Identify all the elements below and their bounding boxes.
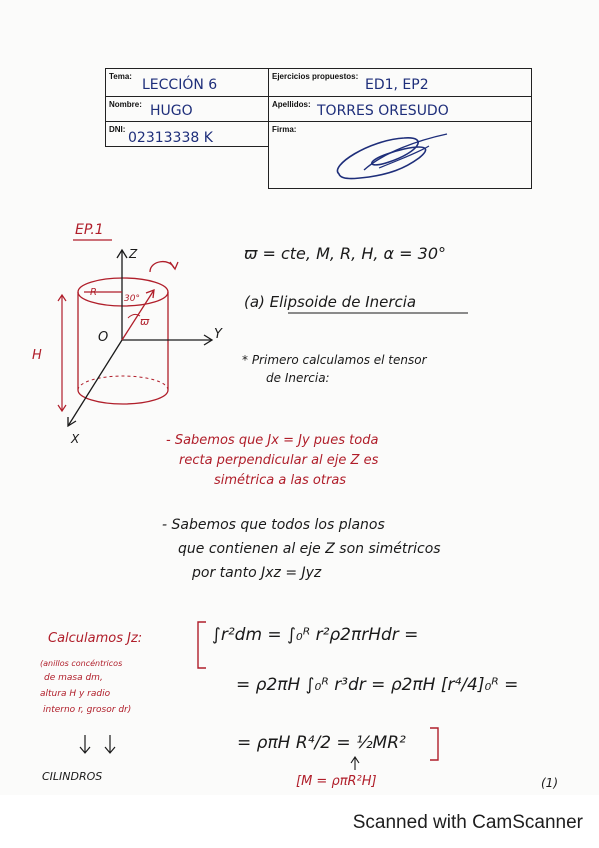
rotation-arrow-icon (150, 262, 178, 272)
radius-label: R (90, 287, 97, 298)
axis-y-label: Y (214, 327, 222, 342)
givens: ϖ = cte, M, R, H, α = 30° (244, 244, 447, 263)
reasoning-2-line-3: por tanto Jxz = Jyz (192, 565, 322, 581)
omega-label: ϖ (140, 315, 150, 328)
calc-cylinders-label: CILINDROS (42, 770, 103, 783)
calc-side-note-3: altura H y radio (40, 689, 111, 699)
exercise-title: EP.1 (75, 222, 104, 238)
calc-side-note-4: interno r, grosor dr) (43, 705, 132, 715)
calc-equation-3: = ρπH R⁴/2 = ½MR² (237, 733, 406, 753)
note-line-1: * Primero calculamos el tensor (242, 353, 427, 367)
nombre-value: HUGO (150, 103, 193, 119)
calc-equation-4: [M = ρπR²H] (296, 774, 377, 789)
calc-equation-1: ∫r²dm = ∫₀ᴿ r²ρ2πrHdr = (212, 625, 419, 645)
origin-label: O (98, 330, 109, 345)
note-line-2: de Inercia: (266, 371, 330, 385)
axis-x-label: X (71, 432, 80, 446)
axis-z-label: Z (129, 247, 138, 261)
dni-label: DNI: (109, 125, 126, 134)
apellidos-label: Apellidos: (272, 100, 311, 109)
reasoning-2-line-2: que contienen al eje Z son simétricos (178, 541, 441, 557)
angle-label: 30° (124, 294, 140, 304)
calc-intro: Calculamos Jz: (48, 631, 143, 646)
height-label: H (32, 348, 42, 363)
dni-value: 02313338 K (128, 130, 213, 146)
reasoning-1-line-1: - Sabemos que Jx = Jy pues toda (166, 433, 379, 448)
firma-label: Firma: (272, 125, 297, 134)
height-bracket (58, 295, 66, 411)
scanner-watermark-text: Scanned with CamScanner (352, 812, 583, 833)
reasoning-1-line-3: simétrica a las otras (214, 473, 347, 488)
page-number: (1) (541, 776, 558, 790)
calc-equation-2: = ρ2πH ∫₀ᴿ r³dr = ρ2πH [r⁴/4]₀ᴿ = (236, 675, 519, 695)
tema-value: LECCIÓN 6 (142, 77, 218, 93)
reasoning-1-line-2: recta perpendicular al eje Z es (179, 453, 379, 468)
scanner-footer (0, 795, 599, 848)
ejercicios-label: Ejercicios propuestos: (272, 72, 359, 81)
part-a-heading: (a) Elipsoide de Inercia (244, 293, 417, 311)
reasoning-2-line-1: - Sabemos que todos los planos (162, 517, 385, 533)
tema-label: Tema: (109, 72, 132, 81)
calc-side-note-1: (anillos concéntricos (40, 659, 123, 668)
apellidos-value: TORRES ORESUDO (317, 103, 449, 119)
ejercicios-value: ED1, EP2 (365, 77, 429, 93)
calc-side-note-2: de masa dm, (44, 673, 103, 683)
nombre-label: Nombre: (109, 100, 142, 109)
